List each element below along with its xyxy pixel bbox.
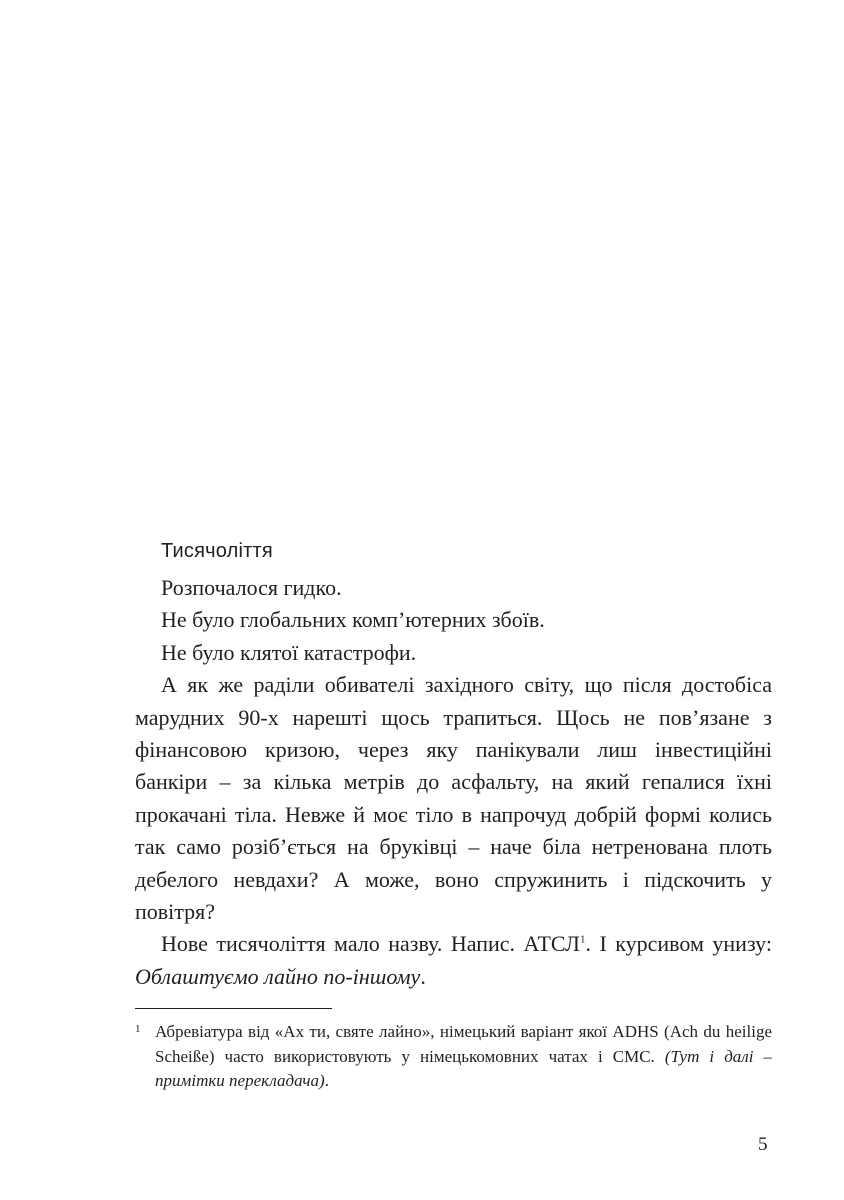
footnote-number: 1 bbox=[135, 1023, 141, 1035]
paragraph-5-end: . bbox=[420, 963, 426, 989]
footnote-reference: 1 bbox=[579, 934, 586, 947]
paragraph-5-italic: Облаштуємо лайно по-іншому bbox=[135, 963, 421, 989]
footnote-divider bbox=[135, 1008, 332, 1009]
paragraph-2: Не було глобальних комп’ютерних збоїв. bbox=[161, 607, 545, 633]
paragraph-5 bbox=[135, 928, 772, 993]
body-text bbox=[135, 572, 772, 993]
paragraph-3: Не було клятої катастрофи. bbox=[161, 639, 417, 665]
footnote-body bbox=[155, 1020, 772, 1094]
paragraph-5-text-cont: . І курсивом унизу: bbox=[585, 931, 772, 957]
footnote-text: Абревіатура від «Ах ти, святе лайно», німецький варіант якої ADHS (Ach du heilige Scheiße) часто використовують у німецькомовних чатах і СМС. bbox=[155, 1022, 772, 1066]
page-number: 5 bbox=[758, 1134, 768, 1155]
paragraph-1: Розпочалося гидко. bbox=[161, 575, 342, 600]
footnote-end: . bbox=[324, 1071, 329, 1090]
footnote bbox=[135, 1020, 772, 1094]
paragraph-4: А як же раділи обивателі західного світу, що після достобіса марудних 90-х нарешті щось трапиться. Щось не пов’язане з фінансовою кризою, через яку панікували лиш інвестиційні банкіри – за кілька метрів до асфальту, на який гепалися їхні прокачані тіла. Невже й моє тіло в напрочуд добрій формі колись так само розіб’ється на бруківці – наче біла нетренована плоть дебелого невдахи? А може, воно спружинить і підскочить у повітря? bbox=[135, 672, 772, 925]
paragraph-5-text: Нове тисячоліття мало назву. Напис. АТСЛ bbox=[161, 931, 580, 957]
chapter-title: Тисячоліття bbox=[161, 540, 273, 562]
footnote-italic: (Тут і далі – примітки перекладача) bbox=[155, 1046, 772, 1090]
